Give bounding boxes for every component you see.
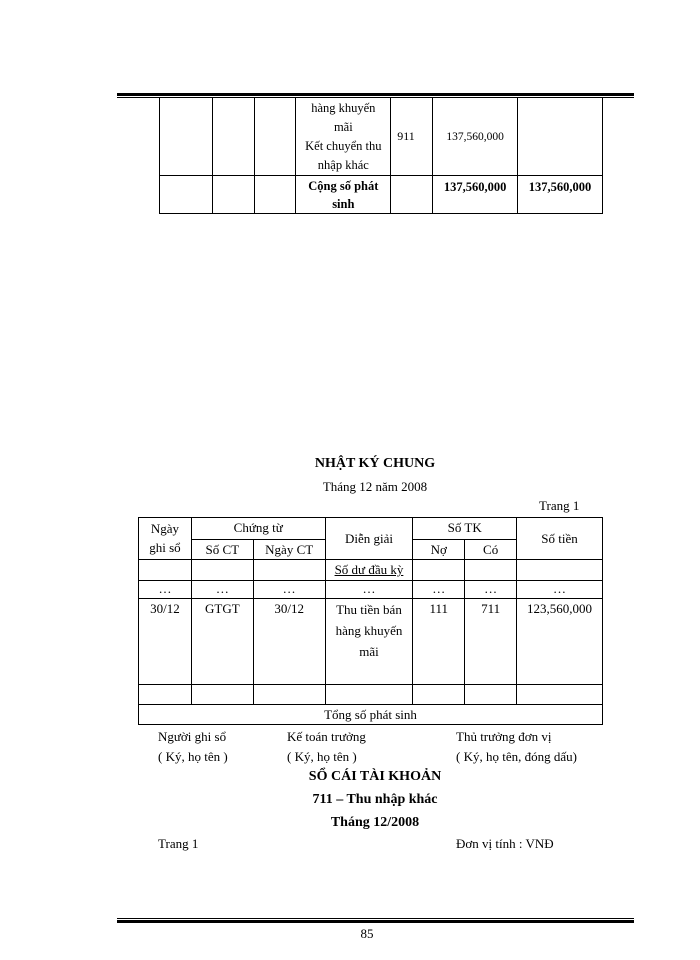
credit-header: Có [465, 540, 517, 560]
journal-page: Trang 1 [539, 498, 580, 513]
account-header: Số TK [413, 518, 517, 540]
continuation-table [159, 97, 603, 214]
signer-recorder: Người ghi sổ [158, 729, 227, 744]
table-row: … … … … … … … [139, 581, 603, 599]
signer-director-note: ( Ký, họ tên, đóng dấu) [456, 749, 577, 764]
signer-director: Thủ trưởng đơn vị [456, 729, 552, 744]
amount-header: Số tiền [517, 518, 603, 560]
ledger-unit: Đơn vị tính : VNĐ [456, 836, 554, 851]
journal-table [138, 517, 603, 725]
entry-amount: 123,560,000 [517, 599, 603, 685]
ledger-title: SỔ CÁI TÀI KHOẢN [308, 769, 442, 784]
total-row-label: Tổng số phát sinh [139, 705, 603, 725]
debit-cell: 137,560,000 [433, 98, 518, 176]
voucher-header: Chứng từ [191, 518, 325, 540]
voucher-date-header: Ngày CT [253, 540, 325, 560]
signer-recorder-note: ( Ký, họ tên ) [158, 749, 228, 764]
footer-rule [117, 918, 634, 923]
page-number: 85 [360, 926, 374, 941]
table-row [139, 705, 603, 725]
journal-subtitle: Tháng 12 năm 2008 [322, 479, 428, 494]
ledger-page: Trang 1 [158, 836, 199, 851]
debit-header: Nợ [413, 540, 465, 560]
entry-description: Thu tiền bán hàng khuyến mãi [325, 599, 413, 685]
table-row [160, 98, 603, 176]
header-row [139, 518, 603, 540]
entry-credit: 711 [465, 599, 517, 685]
row-description: hàng khuyến mãi Kết chuyển thu nhập khác [296, 98, 391, 176]
total-credit: 137,560,000 [518, 176, 603, 214]
description-header: Diễn giải [325, 518, 413, 560]
entry-voucher-no: GTGT [191, 599, 253, 685]
signer-chief-accountant-note: ( Ký, họ tên ) [287, 749, 357, 764]
journal-title: NHẬT KÝ CHUNG [314, 456, 436, 471]
total-debit: 137,560,000 [433, 176, 518, 214]
table-row [139, 599, 603, 685]
account-cell: 911 [391, 98, 433, 176]
table-row [160, 176, 603, 214]
ledger-account: 711 – Thu nhập khác [312, 792, 438, 807]
table-row [139, 685, 603, 705]
entry-date: 30/12 [139, 599, 192, 685]
ledger-month: Tháng 12/2008 [330, 815, 420, 830]
signer-chief-accountant: Kế toán trưởng [287, 729, 366, 744]
voucher-no-header: Số CT [191, 540, 253, 560]
total-label: Cộng số phát sinh [296, 176, 391, 214]
opening-balance: Số dư đầu kỳ [334, 562, 404, 577]
date-header: Ngày ghi sổ [139, 518, 192, 560]
entry-debit: 111 [413, 599, 465, 685]
entry-voucher-date: 30/12 [253, 599, 325, 685]
table-row [139, 560, 603, 581]
